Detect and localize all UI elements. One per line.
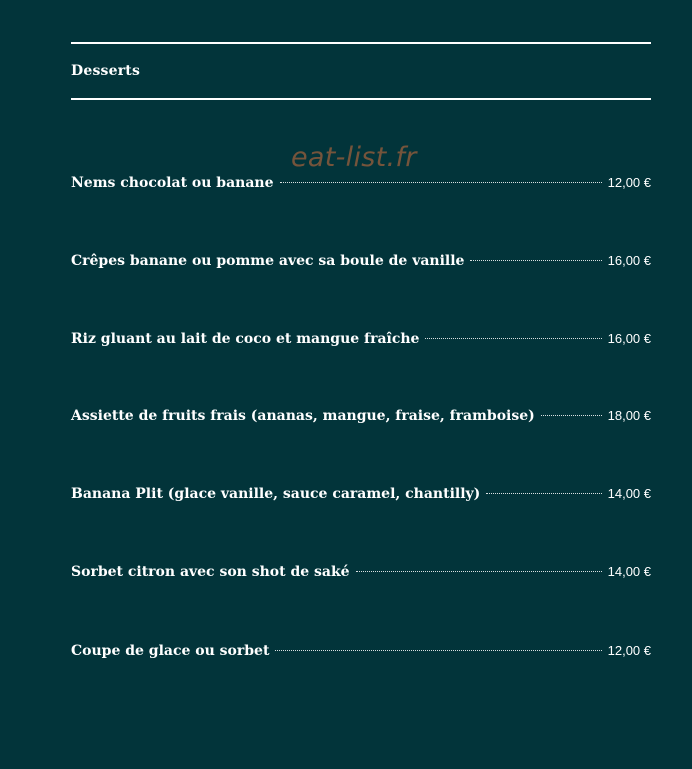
menu-item-name: Crêpes banane ou pomme avec sa boule de vanille bbox=[71, 253, 465, 269]
dot-leader bbox=[280, 182, 602, 183]
menu-item-name: Banana Plit (glace vanille, sauce caramel, chantilly) bbox=[71, 486, 481, 502]
menu-item-price: 16,00 € bbox=[607, 331, 651, 346]
menu-item bbox=[71, 640, 651, 664]
dot-leader bbox=[470, 260, 601, 261]
top-divider bbox=[71, 42, 651, 44]
menu-item-name: Assiette de fruits frais (ananas, mangue, fraise, framboise) bbox=[71, 408, 535, 424]
menu-page bbox=[71, 0, 651, 769]
menu-item-price: 14,00 € bbox=[607, 564, 651, 579]
menu-item-name: Riz gluant au lait de coco et mangue fraîche bbox=[71, 331, 420, 347]
dot-leader bbox=[486, 493, 601, 494]
menu-item bbox=[71, 405, 651, 429]
menu-item bbox=[71, 328, 651, 352]
dot-leader bbox=[425, 338, 601, 339]
menu-item bbox=[71, 250, 651, 274]
dot-leader bbox=[275, 650, 601, 651]
menu-item-price: 14,00 € bbox=[607, 486, 651, 501]
bottom-divider bbox=[71, 98, 651, 100]
menu-item-price: 18,00 € bbox=[607, 408, 651, 423]
watermark-text: eat-list.fr bbox=[291, 142, 417, 173]
menu-item-name: Nems chocolat ou banane bbox=[71, 175, 274, 191]
menu-item-price: 12,00 € bbox=[607, 175, 651, 190]
menu-item bbox=[71, 561, 651, 585]
dot-leader bbox=[541, 415, 602, 416]
menu-item bbox=[71, 483, 651, 507]
menu-item-name: Coupe de glace ou sorbet bbox=[71, 643, 270, 659]
menu-item bbox=[71, 172, 651, 196]
section-title: Desserts bbox=[71, 63, 141, 79]
menu-item-price: 16,00 € bbox=[607, 253, 651, 268]
menu-item-price: 12,00 € bbox=[607, 643, 651, 658]
dot-leader bbox=[356, 571, 602, 572]
menu-item-name: Sorbet citron avec son shot de saké bbox=[71, 564, 350, 580]
